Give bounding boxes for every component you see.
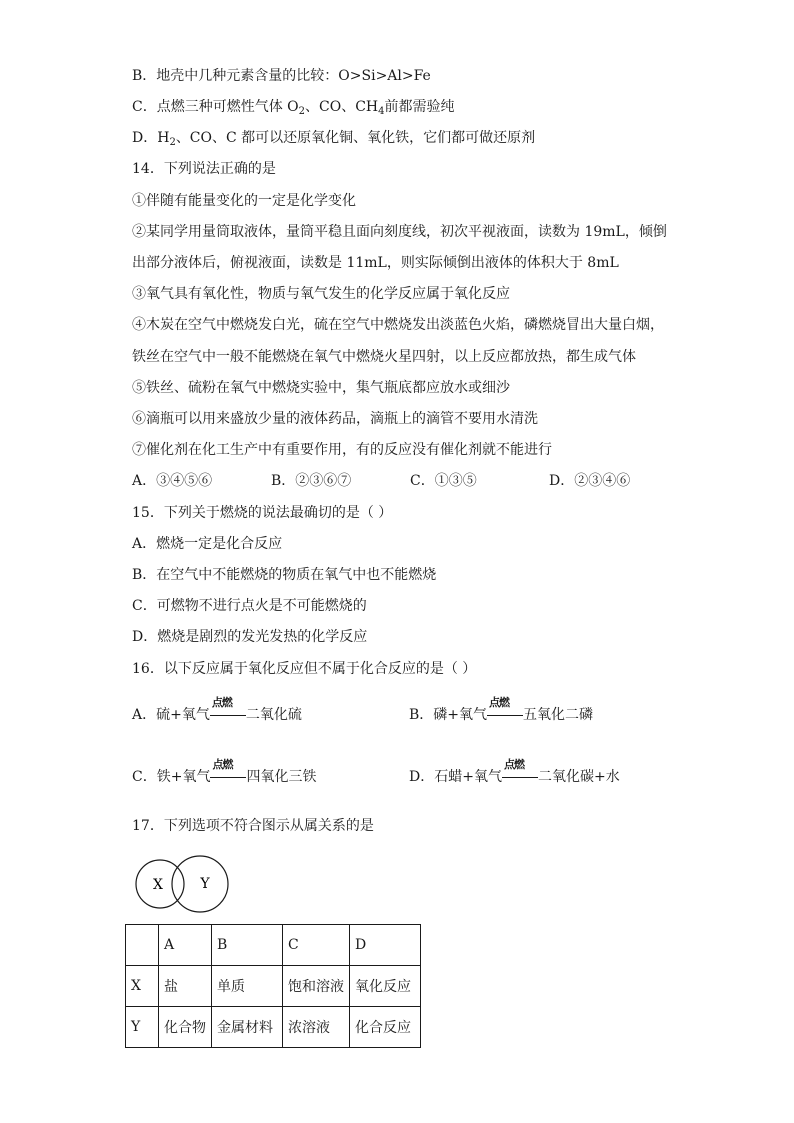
table-cell: X bbox=[126, 966, 159, 1007]
table-header-cell: B bbox=[212, 925, 283, 966]
table-row bbox=[126, 1007, 421, 1048]
q14-statement-3: ③氧气具有氧化性，物质与氧气发生的化学反应属于氧化反应 bbox=[132, 286, 510, 302]
q16-option-d: D．石蜡+氧气 点燃 二氧化碳+水 bbox=[409, 758, 620, 785]
q14-statement-4-cont: 铁丝在空气中一般不能燃烧在氧气中燃烧火星四射，以上反应都放热，都生成气体 bbox=[132, 349, 636, 365]
q14-statement-4: ④木炭在空气中燃烧发白光，硫在空气中燃烧发出淡蓝色火焰，磷燃烧冒出大量白烟， bbox=[132, 317, 664, 333]
table-cell: 氧化反应 bbox=[350, 966, 421, 1007]
q14-option-d: D．②③④⑥ bbox=[549, 473, 631, 489]
table-header-cell: A bbox=[159, 925, 212, 966]
q16-stem: 16．以下反应属于氧化反应但不属于化合反应的是（ ） bbox=[132, 661, 477, 677]
q15-stem: 15．下列关于燃烧的说法最确切的是（ ） bbox=[132, 505, 393, 521]
q15-option-b: B．在空气中不能燃烧的物质在氧气中也不能燃烧 bbox=[132, 567, 437, 583]
q14-statement-2: ②某同学用量筒取液体，量筒平稳且面向刻度线，初次平视液面，读数为 19mL，倾倒 bbox=[132, 224, 667, 240]
q15-option-c: C．可燃物不进行点火是不可能燃烧的 bbox=[132, 598, 367, 614]
table-cell: 化合物 bbox=[159, 1007, 212, 1048]
q13-option-d: D．$H_2$、CO、C 都可以还原氧化铜、氧化铁，它们都可做还原剂 bbox=[132, 130, 536, 148]
q16-option-c: C．铁+氧气 点燃 四氧化三铁 bbox=[132, 758, 317, 785]
table-header-cell: C bbox=[283, 925, 350, 966]
reaction-arrow: 点燃 bbox=[210, 767, 246, 787]
table-cell bbox=[126, 925, 159, 966]
q17-stem: 17．下列选项不符合图示从属关系的是 bbox=[132, 818, 374, 834]
q14-option-c: C．①③⑤ bbox=[410, 473, 477, 489]
table-cell: 浓溶液 bbox=[283, 1007, 350, 1048]
q13-option-b: B．地壳中几种元素含量的比较：O>Si>Al>Fe bbox=[132, 68, 431, 84]
table-header-cell: D bbox=[350, 925, 421, 966]
table-cell: 化合反应 bbox=[350, 1007, 421, 1048]
q14-statement-7: ⑦催化剂在化工生产中有重要作用，有的反应没有催化剂就不能进行 bbox=[132, 442, 552, 458]
q13-option-c: C．点燃三种可燃性气体 $O_2$、CO、$CH_4$前都需验纯 bbox=[132, 99, 455, 117]
q14-stem: 14．下列说法正确的是 bbox=[132, 161, 276, 177]
reaction-arrow: 点燃 bbox=[210, 705, 246, 725]
q16-option-b: B．磷+氧气 点燃 五氧化二磷 bbox=[409, 696, 594, 723]
table-cell: Y bbox=[126, 1007, 159, 1048]
reaction-arrow: 点燃 bbox=[487, 705, 523, 725]
venn-label-y: Y bbox=[200, 876, 210, 892]
q17-table bbox=[125, 924, 421, 1048]
q16-option-a: A．硫+氧气 点燃 二氧化硫 bbox=[132, 696, 302, 723]
table-cell: 盐 bbox=[159, 966, 212, 1007]
table-cell: 饱和溶液 bbox=[283, 966, 350, 1007]
q14-statement-5: ⑤铁丝、硫粉在氧气中燃烧实验中，集气瓶底都应放水或细沙 bbox=[132, 380, 510, 396]
q14-statement-1: ①伴随有能量变化的一定是化学变化 bbox=[132, 193, 356, 209]
q14-statement-6: ⑥滴瓶可以用来盛放少量的液体药品，滴瓶上的滴管不要用水清洗 bbox=[132, 411, 538, 427]
q14-option-a: A．③④⑤⑥ bbox=[132, 473, 213, 489]
q14-statement-2-cont: 出部分液体后，俯视液面，读数是 11mL，则实际倾倒出液体的体积大于 8mL bbox=[132, 255, 619, 271]
q15-option-a: A．燃烧一定是化合反应 bbox=[132, 536, 283, 552]
reaction-arrow: 点燃 bbox=[502, 767, 538, 787]
q14-option-b: B．②③⑥⑦ bbox=[271, 473, 352, 489]
q15-option-d: D．燃烧是剧烈的发光发热的化学反应 bbox=[132, 629, 368, 645]
venn-diagram bbox=[134, 852, 234, 916]
table-cell: 金属材料 bbox=[212, 1007, 283, 1048]
table-cell: 单质 bbox=[212, 966, 283, 1007]
table-header-row bbox=[126, 925, 421, 966]
table-row bbox=[126, 966, 421, 1007]
venn-label-x: X bbox=[153, 877, 163, 893]
